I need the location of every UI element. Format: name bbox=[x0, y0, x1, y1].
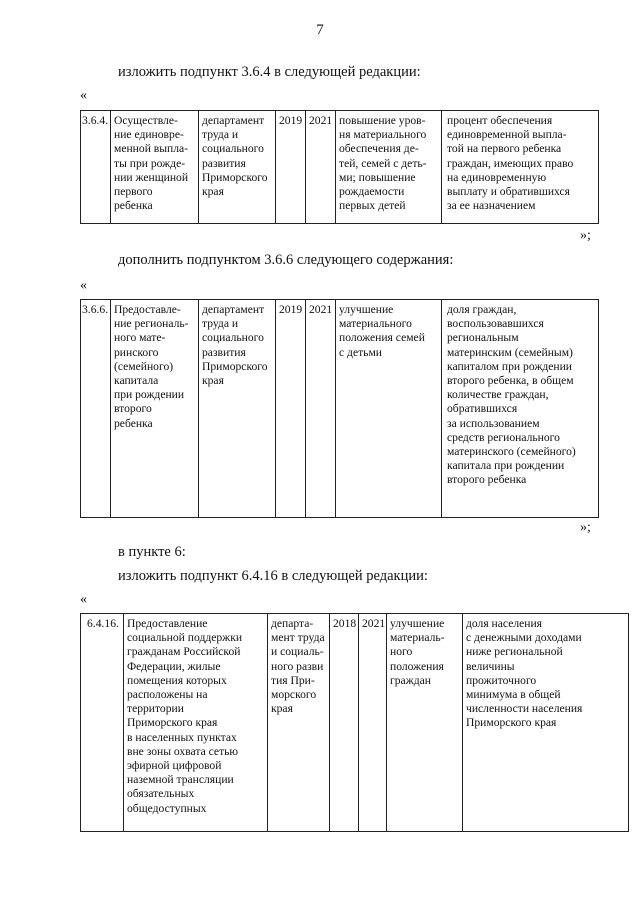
table-row bbox=[81, 300, 599, 518]
cell-indicator: доля граждан, воспользовавшихся региональным материнским (семейным) капиталом при рождении второго ребенка, в общем количестве граждан, обратившихся за использованием средств регионального материнского (семейного) капитала при рождении второго ребенка bbox=[442, 300, 599, 518]
cell-indicator: процент обеспечения единовременной выпла- той на первого ребенка граждан, имеющих право на единовременную выплату и обратившихся за ее назначением bbox=[442, 111, 599, 224]
cell-name: Предоставление социальной поддержки гражданам Российской Федерации, жилые помещения которых расположены на территории Приморского края в населенных пунктах вне зоны охвата сетью эфирной цифровой наземной трансляции обязательных общедоступных bbox=[124, 614, 268, 832]
cell-indicator: доля населения с денежными доходами ниже региональной величины прожиточного минимума в общей численности населения Приморского края bbox=[463, 614, 629, 832]
cell-executor: департамент труда и социального развития Приморского края bbox=[199, 111, 276, 224]
cell-end-year: 2021 bbox=[306, 300, 336, 518]
instruction-3-6-4: изложить подпункт 3.6.4 в следующей редакции: bbox=[118, 64, 421, 80]
cell-result: улучшение материального положения семей с детьми bbox=[336, 300, 442, 518]
cell-name: Предоставле- ние региональ- ного мате- ринского (семейного) капитала при рождении второго ребенка bbox=[111, 300, 199, 518]
cell-num: 3.6.4. bbox=[81, 111, 111, 224]
cell-start-year: 2018 bbox=[330, 614, 359, 832]
table-row bbox=[81, 111, 599, 224]
cell-name: Осуществле- ние единовре- менной выпла- ты при рожде- нии женщиной первого ребенка bbox=[111, 111, 199, 224]
instruction-3-6-6: дополнить подпунктом 3.6.6 следующего содержания: bbox=[118, 252, 454, 268]
page-number: 7 bbox=[316, 22, 324, 38]
cell-end-year: 2021 bbox=[359, 614, 387, 832]
instruction-6-4-16: изложить подпункт 6.4.16 в следующей редакции: bbox=[118, 568, 428, 584]
cell-executor: департа- мент труда и социаль- ного разви тия При- морского края bbox=[268, 614, 330, 832]
cell-start-year: 2019 bbox=[276, 111, 306, 224]
cell-executor: департамент труда и социального развития Приморского края bbox=[199, 300, 276, 518]
cell-num: 3.6.6. bbox=[81, 300, 111, 518]
open-quote-1: « bbox=[80, 88, 87, 103]
table-row bbox=[81, 614, 629, 832]
heading-point-6: в пункте 6: bbox=[118, 544, 186, 560]
table-6-4-16 bbox=[80, 613, 629, 832]
close-quote-1: »; bbox=[580, 228, 591, 243]
cell-result: повышение уров- ня материального обеспечения де- тей, семей с деть- ми; повышение рождаемости первых детей bbox=[336, 111, 442, 224]
close-quote-2: »; bbox=[580, 520, 591, 535]
open-quote-3: « bbox=[80, 592, 87, 607]
table-3-6-4 bbox=[80, 110, 599, 224]
cell-result: улучшение материаль- ного положения граждан bbox=[387, 614, 463, 832]
table-3-6-6 bbox=[80, 299, 599, 518]
cell-end-year: 2021 bbox=[306, 111, 336, 224]
cell-start-year: 2019 bbox=[276, 300, 306, 518]
open-quote-2: « bbox=[80, 278, 87, 293]
cell-num: 6.4.16. bbox=[81, 614, 124, 832]
